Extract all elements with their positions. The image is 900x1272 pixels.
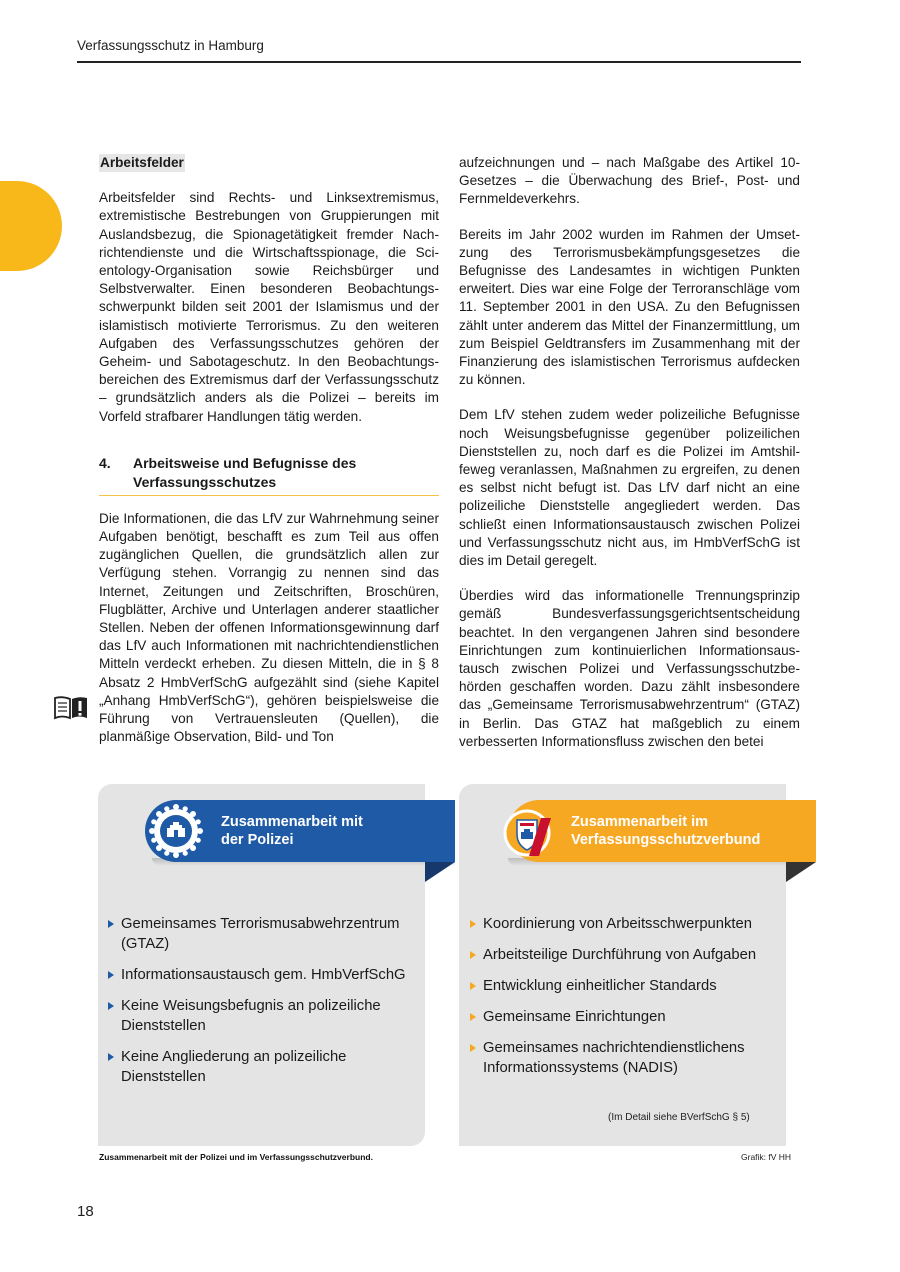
list-item: [108, 914, 418, 954]
list-item: [108, 1047, 418, 1087]
verbund-banner-line2: Verfassungsschutzverbund: [571, 832, 761, 848]
paragraph-arbeitsfelder: Arbeitsfelder sind Rechts- und Linksextremismus, extremistische Bestrebungen von Gruppierungen mit Auslandsbezug, die Spionagetätigkeit fremder Nachrichtendienste und die Wirtschaftsspionage, die Scientology-Organisation sowie Reichsbürger und Selbstverwalter. Einen besonderen Beobachtungsschwerpunkt bilden seit 2001 der Islamismus und der islamistisch motivierte Terrorismus. Zu den weiteren Aufgaben des Verfassungsschutzes gehören der Geheim- und Sabotageschutz. In den Beobachtungsbereichen des Extremismus darf der Verfassungsschutz – grundsätzlich anders als die Polizei – bereits im Vorfeld strafbarer Handlungen tätig werden.: [99, 190, 439, 424]
list-item: [470, 914, 790, 934]
banner-fold: [425, 862, 455, 882]
page-number: 18: [77, 1203, 94, 1220]
list-item-text: Arbeitsteilige Durchführung von Aufgaben: [483, 947, 757, 963]
chapter-tab-marker: [0, 181, 62, 271]
bullet-triangle-icon: [470, 1013, 476, 1021]
left-text-column: [99, 154, 439, 763]
header-rule: [77, 61, 801, 63]
section-title: Arbeitsweise und Befugnisse des Verfassungsschutzes: [133, 454, 357, 490]
paragraph-terrorismusbekaempfung: Bereits im Jahr 2002 wurden im Rahmen der Umsetzung des Terrorismusbekämpfungsgesetzes die Befugnisse des Landesamtes in wichtigen Punkten erweitert. Dies war eine Folge der Terroranschläge vom 11. September 2001 in den USA. Zu den Befugnissen zählt unter anderem das Mittel der Finanzermittlung, um zum Beispiel Geldtransfers im Zusammenhang mit der Finanzierung des islamistischen Terrorismus aufdecken zu können.: [459, 226, 800, 388]
verbund-shield-emblem-icon: [503, 804, 561, 862]
paragraph-informationen: Die Informationen, die das LfV zur Wahrnehmung seiner Aufgaben benötigt, beschafft es zum Teil aus offen zugänglichen Quellen, die grundsätzlich allen zur Verfügung stehen. Vorrangig zu nennen sind das Internet, Zeitungen und Zeitschriften, Broschüren, Flugblätter, Archive und Unterlagen anderer staatlicher Stellen. Neben der offenen Informationsgewinnung darf das LfV auch Informationen mit nachrichtendienstlichen Mitteln verdeckt erheben. Zu diesen Mitteln, die in § 8 Absatz 2 HmbVerfSchG aufgezählt sind (siehe Kapitel „Anhang HmbVerfSchG“), gehören beispielsweise die Führung von Vertrauensleuten (Quellen), die planmäßige Observation, Bild- und Ton: [99, 510, 439, 745]
paragraph-befugnisse: Dem LfV stehen zudem weder polizeiliche Befugnisse noch Weisungsbefugnisse gegenüber polizeilichen Dienststellen zu, noch darf es die Polizei im Amtshilfeweg veranlassen, Maßnahmen zu ergreifen, zu denen es selbst nicht befugt ist. Das LfV darf nicht an eine polizeiliche Dienststelle angegliedert werden. Das schließt einen Informationsaustausch zwischen Polizei und Verfassungsschutz nicht aus, im HmbVerfSchG ist dies im Detail geregelt.: [459, 407, 800, 569]
bullet-triangle-icon: [470, 920, 476, 928]
section-heading: [99, 454, 439, 496]
police-banner-line2: der Polizei: [221, 832, 294, 848]
graphic-credit: Grafik: fV HH: [741, 1152, 792, 1162]
running-header: Verfassungsschutz in Hamburg: [77, 38, 264, 53]
list-item: [108, 996, 418, 1036]
list-item-text: Entwicklung einheitlicher Standards: [483, 978, 717, 994]
list-item: [470, 976, 790, 996]
banner-fold: [786, 862, 816, 882]
list-item: [470, 1038, 790, 1078]
bullet-triangle-icon: [108, 1053, 114, 1061]
list-item: [470, 1007, 790, 1027]
subheading-arbeitsfelder: Arbeitsfelder: [99, 154, 185, 172]
list-item-text: Gemeinsame Einrichtungen: [483, 1009, 666, 1025]
bullet-triangle-icon: [470, 1044, 476, 1052]
list-item-text: Informationsaustausch gem. HmbVerfSchG: [121, 967, 406, 983]
bullet-triangle-icon: [108, 920, 114, 928]
verbund-banner-line1: Zusammenarbeit im: [571, 813, 708, 830]
bullet-triangle-icon: [470, 982, 476, 990]
paragraph-trennungsprinzip: Überdies wird das informationelle Trennungsprinzip gemäß Bundesverfassungsgerichtsentscheidung beachtet. In den vergangenen Jahren sind besondere Einrichtungen zum kontinuierlichen Informationsaustausch zwischen Polizei und Verfassungsschutzbehörden geschaffen worden. Dazu zählt insbesondere das „Gemeinsame Terrorismusabwehrzentrum“ (GTAZ) in Berlin. Das GTAZ hat maßgeblich zu einem verbesserten Informationsfluss zwischen den betei: [459, 588, 800, 749]
list-item-text: Keine Angliederung an polizeiliche Dienststellen: [121, 1049, 347, 1085]
section-number: 4.: [99, 454, 111, 471]
detail-note: (Im Detail siehe BVerfSchG § 5): [608, 1112, 750, 1123]
book-exclamation-icon: [53, 695, 89, 721]
police-banner-line1: Zusammenarbeit mit: [221, 813, 363, 830]
bullet-triangle-icon: [470, 951, 476, 959]
bullet-triangle-icon: [108, 1002, 114, 1010]
police-cooperation-list: [108, 914, 418, 1098]
list-item-text: Koordinierung von Arbeitsschwerpunkten: [483, 916, 752, 932]
bullet-triangle-icon: [108, 971, 114, 979]
paragraph-aufzeichnungen: aufzeichnungen und – nach Maßgabe des Artikel 10-Gesetzes – die Überwachung des Brief-, Post- und Fernmeldeverkehrs.: [459, 155, 800, 207]
police-star-emblem-icon: [144, 799, 208, 863]
right-text-column: [459, 154, 800, 768]
list-item: [108, 965, 418, 985]
figure-caption: Zusammenarbeit mit der Polizei und im Verfassungsschutzverbund.: [99, 1152, 373, 1162]
list-item: [470, 945, 790, 965]
list-item-text: Gemeinsames nachrichtendienstlichens Informationssystems (NADIS): [483, 1040, 745, 1076]
list-item-text: Keine Weisungsbefugnis an polizeiliche Dienststellen: [121, 998, 381, 1034]
verbund-cooperation-list: [470, 914, 790, 1089]
list-item-text: Gemeinsames Terrorismusabwehrzentrum (GTAZ): [121, 916, 400, 952]
